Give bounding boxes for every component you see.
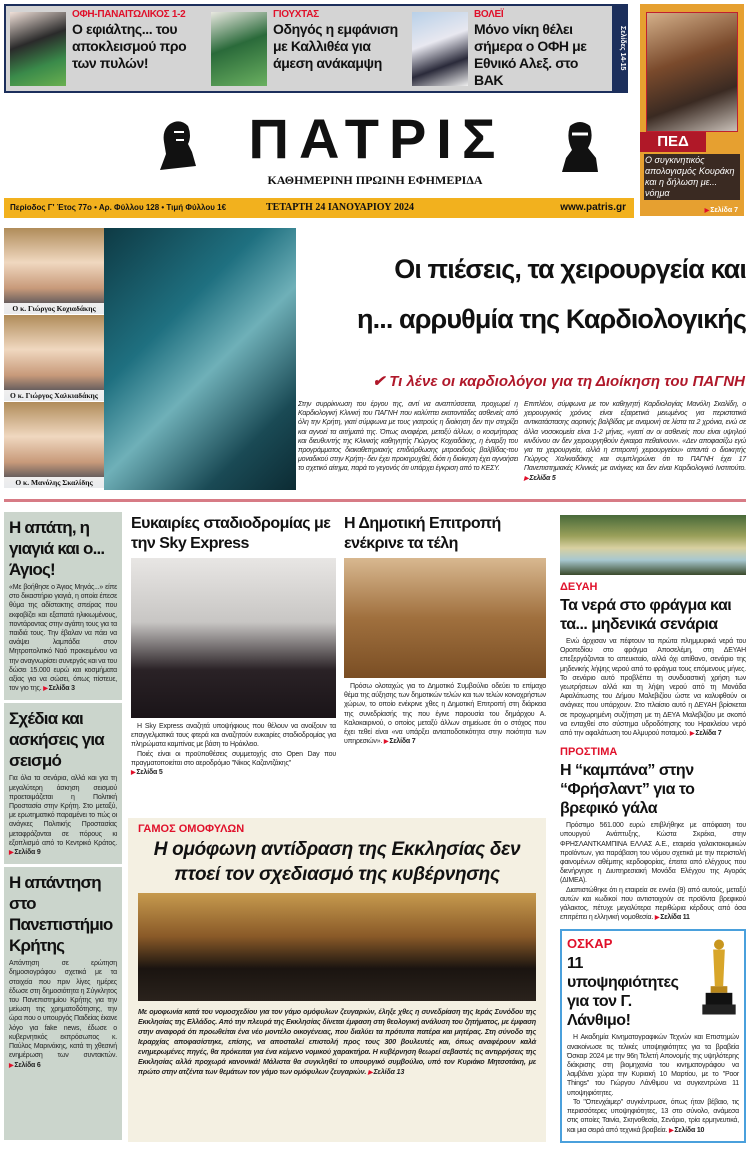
banner-item[interactable] [211,9,409,89]
page-ref[interactable]: ▶ Σελίδα 6 [9,1062,41,1069]
portrait-caption: Ο κ. Γιώργος Κοχιαδάκης [4,303,104,314]
sports-banner[interactable] [4,4,628,93]
story-headline: Ευκαιρίες σταδιοδρομίας με την Sky Express [131,515,331,552]
right-column [560,515,746,1143]
story-body: «Με βοήθησε ο Άγιος Μηνάς...» είπε στο δικαστήριο γιαγιά, η οποία έπεσε θύμα της αδίστακτης σπείρας που εκφοβίζει και εξαπατά ηλικιωμένους, ποντάροντας στην αγάπη τους για τα παιδιά τους. Την έβαλαν να πάει να ανάψει λαμπάδα στον Μητροπολιτικό Ναό προκειμένου να την αναγνωρίσει συνεργός και να του δώσει 15.000 ευρώ και κοσμήματα αξίας για να σώσει, όπως πίστευε, τον γιο της. [9,584,117,693]
issue-info: Περίοδος Γ' Έτος 77ο • Αρ. Φύλλου 128 • Τιμή Φύλλου 1€ [10,203,227,212]
info-bar [4,198,634,218]
section-divider [4,499,746,502]
lead-portraits [4,228,104,490]
holy-synod-photo [138,893,536,1001]
story-headline: Η ομόφωνη αντίδραση της Εκκλησίας δεν πτοεί τον σχεδιασμό της κυβέρνησης [153,839,521,885]
lead-headline-line: Οι πιέσεις, τα χειρουργεία και [394,254,746,284]
fines-story[interactable] [560,745,746,923]
portrait-caption: Ο κ. Γιώργος Χαλκιαδάκης [4,390,104,401]
founder-sketch-left [156,118,200,174]
ped-label: ΠΕΔ [640,132,706,152]
story-body: Απάντηση σε ερώτηση δημοσιογράφου σχετικά με τα στοιχεία που πριν λίγες ημέρες έδωσε στη δημοσιότητα η Σύγκλητος του Πανεπιστημίου Κρήτης για την μείωση της χρηματοδότησης, την ώρα που ο υπουργός Παιδείας έκανε λόγο για fake news, έδωσε ο κυβερνητικός εκπρόσωπος κ. Παύλος Μαρινάκης, κατά τη χθεσινή ενημέρωση των συντακτών. [9,960,117,1060]
website-link[interactable]: www.patris.gr [560,202,626,213]
page-ref[interactable]: ▶ Σελίδα 7 [690,730,722,737]
football-photo [10,12,66,86]
pages-strip: Σελίδες 14-15 [612,6,626,91]
banner-headline: Οδηγός η εμφάνιση με Καλλιθέα για άμεση ανάκαμψη [273,21,398,71]
page-ref[interactable]: ▶ Σελίδα 10 [669,1127,704,1134]
story-headline: 11 υποψηφιότητες για τον Γ. Λάνθιμο! [567,955,679,1030]
story-body [131,722,336,778]
story-headline: Τα νερά στο φράγμα και τα... μηδενικά σενάρια [560,597,732,633]
page-ref[interactable]: ▶ Σελίδα 5 [131,768,336,778]
story-headline: Σχέδια και ασκήσεις για σεισμό [9,709,104,771]
story-paragraph: Διαπιστώθηκε ότι η εταιρεία σε εννέα (9) από αυτούς, μεταξύ αυτών και κωδικοί που αντιστοιχούν σε προϊόντα βρεφικού γάλακτος, πέτυχε μεγαλύτερα περιθώρια κέρδους από όσα επιτρέπει η ελληνική νομοθεσία. [560,886,746,922]
story-kicker: ΠΡΟΣΤΙΜΑ [560,746,618,759]
story-kicker: ΔΕΥΑΗ [560,581,598,593]
story-headline: Η απάντηση στο Πανεπιστήμιο Κρήτης [9,873,113,956]
municipal-story[interactable] [344,514,546,747]
banner-kicker: ΟΦΗ-ΠΑΝΑΙΤΩΛΙΚΟΣ 1-2 [72,9,186,20]
masthead-subtitle: ΚΑΘΗΜΕΡΙΝΗ ΠΡΩΙΝΗ ΕΦΗΜΕΡΙΔΑ [267,173,483,187]
lead-body-text: Επιπλέον, σύμφωνα με τον καθηγητή Καρδιολογίας Μανόλη Σκαλίδη, ο χειρουργικός χρόνος είναι εξαιρετικά μειωμένος για περιστατικά αντικατάστασης αορτικής βαλβίδας με αναμονή σε λίστα τα 2 χρόνια, ενώ σε άλλα νοσοκομεία είναι 1-2 μήνες, «γιατί αν οι ασθενείς που είναι υψηλού κινδύνου αν δεν χειρουργηθούν έγκαιρα πεθαίνουν». «Δεν αποφασίζω εγώ για τα χειρουργεία, αλλά η επιτροπή χειρουργείου» απαντά ο διοικητής Γιώργος Χαλκιαδάκης και συμπληρώνει ότι το ΠΑΓΝΗ έχει 17 Πανεπιστημιακές Κλινικές με ανάγκες και δεν είναι Καρδιολογικό Ινστιτούτο. [524,401,746,473]
page-ref[interactable]: ▶ Σελίδα 11 [655,914,690,921]
volleyball-photo [412,12,468,86]
lead-body-column: Στην συρρίκνωση του έργου της, αντί να αναπτύσσεται, προχωρεί η Καρδιολογική Κλινική του ΠΑΓΝΗ που καλύπτει εκατοντάδες ασθενείς από όλη την Κρήτη, γιατί σύμφωνα με τους γιατρούς η διοίκηση δεν την στηρίζει και αγνοεί τα αιτήματά της. Όπως αναφέρει, μεταξύ άλλων, ο κοσμήτορας και διευθυντής της Κλινικής καθηγητής Γιώργος Κοχιαδάκης, η έναρξη του προγράμματος διακαθετηριακής επιδιόρθωσης μιτροειδούς βαλβίδας-του μοναδικού στην Κρήτη- δεν έχει προκηρυχθεί, διότι η διοίκηση έχει αγνοήσει το σχετικό αίτημα, παρά το γεγονός ότι υπάρχει έγκριση από το ΚΕΣΥ. [298,401,518,473]
story-body [344,682,546,747]
story-paragraph: Η Ακαδημία Κινηματογραφικών Τεχνών και Επιστημών ανακοίνωσε τις τελικές υποψηφιότητες για τα βραβεία Όσκαρ 2024 με την 96η Τελετή Απονομής της υψηλότερης διάκρισης στη βιομηχανία του κινηματογράφου να λαμβάνει χώρα την Κυριακή 10 Μαρτίου, με το "Poor Things" του Γιώργου Λάνθιμου να συγκεντρώνει 11 υποψηφιότητες. [567,1034,739,1097]
page-ref[interactable]: ▶ Σελίδα 7 [384,738,416,745]
story-body [138,1007,536,1078]
story-text: Ενώ άρχισαν να πέφτουν τα πρώτα πλημμυρικά νερά του Οροπεδίου στο φράγμα Αποσελέμη, στη ΔΕΥΑΗ επεξεργάζονται το απευκταίο, αλλά όχι απίθανο, σενάριο της μηδενικής λήψης νερού από το φράγμα τους επόμενους μήνες. Το σενάριο αυτό προβλέπει τη συνδυαστική χρήση των γεωτρήσεων αλλά και τη λήψη νερού από τη Μονάδα Αφαλάτωσης του Δήμου Μαλεβιζίου ώστε να καλυφθούν οι ανάγκες που υπάρχουν. Στο πλαίσιο αυτό η ΔΕΥΑΗ βρίσκεται σε προχωρημένη συζήτηση με τη ΔΕΥΑ Μαλεβιζίου με σκοπό να ενταχθεί στο σύστημα υδροδότησης του Ηρακλείου νερό από την αφαλάτωση του Αλμυρού ποταμού. [560,638,746,738]
council-meeting-photo [344,558,546,678]
oscar-story[interactable] [560,929,746,1142]
speaker-photo [646,12,738,132]
banner-kicker: ΒΟΛΕΪ [474,9,504,20]
left-sidebar [4,512,122,1140]
story-paragraph: Η Sky Express αναζητά υποψήφιους που θέλουν να ανοίξουν τα επαγγελματικά τους φτερά και αναζητούν ευκαιρίες σταδιοδρομίας για πληρώματα καμπίνας με βάση το Ηράκλειο. [131,723,336,749]
portrait [4,402,104,488]
sky-express-story[interactable] [131,514,336,778]
story-paragraph: Το "Οπενχάιμερ" συγκέντρωσε, όπως ήταν βέβαιο, τις περισσότερες υποψηφιότητες, 13 στο σύνολο, ανάμεσα στις οποίες Ταινία, Σκηνοθεσία, Σενάριο, τρία ερμηνευτικά, και μια σειρά από τεχνικά βραβεία. [567,1098,739,1134]
lead-headline-line: η... αρρυθμία της Καρδιολογικής [357,304,746,334]
dam-photo [560,515,746,575]
oscar-statuette-icon [699,936,739,1018]
lead-subheadline: ✔ Τι λένε οι καρδιολόγοι για τη Διοίκηση του ΠΑΓΝΗ [372,373,745,390]
portrait [4,228,104,314]
story-text: Πρόσω ολοταχώς για το Δημοτικό Συμβούλιο οδεύει το επίμαχο θέμα της αύξησης των δημοτικών τελών και των τελών κοινοχρήστων χώρων, το οποίο ενέκρινε χθες η Δημοτική Επιτροπή στη διάρκεια της συνεδρίασής της που έγινε παρουσία του δημάρχου Α. Καλοκαιρινού, ο οποίος μεταξύ άλλων σημείωσε ότι ο στόχος που έχει τεθεί είναι «να υπάρξει ανταποδοτικότητα στην ποιότητα των υπηρεσιών». [344,683,546,746]
page-ref[interactable]: ▶ Σελίδα 3 [43,685,75,692]
portrait-caption: Ο κ. Μανόλης Σκαλίδης [4,477,104,488]
page-ref: ▶ Σελίδα 7 [705,207,738,214]
story-paragraph: Πρόστιμο 561.000 ευρώ επιβλήθηκε με απόφαση του υπουργού Ανάπτυξης, Κώστα Σκρέκα, στην ΦΡΗΣΛΑΝΤΚΑΜΠΙΝΑ ΕΛΛΑΣ Α.Ε., εταιρεία γαλακτοκομικών προϊόντων, για παράβαση του νόμου σχετικά με την περιστολή φαινομένων αθέμιτης κερδοφορίας, έπειτα από ελέγχους που διενήργησε η Διυπηρεσιακή Μονάδα Ελέγχου της Αγοράς (ΔΙΜΕΑ). [560,822,746,885]
sidebar-story[interactable] [4,512,122,703]
deyah-story[interactable] [560,580,746,739]
sidebar-story[interactable] [4,703,122,867]
logo-text: ΠΑΤΡΙΣ [248,107,506,170]
page-ref[interactable]: ▶ Σελίδα 13 [368,1067,404,1076]
banner-headline: Μόνο νίκη θέλει σήμερα ο ΟΦΗ με Εθνικό Αλεξ. στο ΒΑΚ [474,21,587,88]
banner-item[interactable] [412,9,610,89]
banner-headline: Ο εφιάλτης... του αποκλεισμού προ των πυλών! [72,21,187,71]
page-ref[interactable]: ▶ Σελίδα 5 [524,475,556,482]
cabin-crew-photo [131,558,336,718]
newspaper-logo[interactable] [222,107,532,170]
portrait [4,315,104,401]
ped-teaser[interactable] [640,4,744,216]
page-ref[interactable]: ▶ Σελίδα 9 [9,849,41,856]
founder-sketch-right [558,118,602,174]
ped-caption: Ο συγκινητικός απολογισμός Κουράκη και η δήλωση με... νόημα [644,154,740,200]
story-headline: Η απάτη, η γιαγιά και ο... Άγιος! [9,518,105,579]
issue-date: ΤΕΤΑΡΤΗ 24 ΙΑΝΟΥΑΡΙΟΥ 2024 [266,202,415,213]
story-paragraph: Ποιές είναι οι προϋποθέσεις συμμετοχής στο Open Day που πραγματοποιείται στο αεροδρόμιο "Νίκος Καζαντζάκης" [131,750,336,767]
banner-kicker: ΓΙΟΥΧΤΑΣ [273,9,319,20]
story-text: Με ομοφωνία κατά του νομοσχεδίου για τον γάμο ομόφυλων ζευγαριών, έληξε χθες η συνεδρίαση της Ιεράς Συνόδου της Εκκλησίας της Ελλάδος. Από την πλευρά της Εκκλησίας δίνεται έμφαση στη θεολογική ανάλυση του ζητήματος, με έμφαση στην αναφορά ότι προωθείται ένα νέο μοντέλο οικογένειας, που διαλύει τα πρότυπα πατέρα και μητέρας. Στη σύνοδο της Ιεραρχίας αποφασίστηκε, επίσης, να αποσταλεί επιστολή προς τους 300 βουλευτές και, όπως αναφέρουν καλά ενημερωμένες πηγές, θα πρόκειται για ένα κείμενο νομικού χαρακτήρα. Η κυβέρνηση θεωρεί σεβαστές τις αντιρρήσεις της Εκκλησίας αλλά προχωρά κανονικά! Μάλιστα θα συγκληθεί το υπουργικό συμβούλιο, υπό τον Κυριάκο Μητσοτάκη, με πρώτο στην ατζέντα των θεμάτων τον γάμο των ομόφυλων ζευγαριών. [138,1007,536,1076]
story-kicker: ΟΣΚΑΡ [567,936,613,952]
banner-item[interactable] [10,9,208,89]
story-body: Για όλα τα σενάρια, αλλά και για τη μεγαλύτερη άσκηση σεισμού προετοιμάζεται η Πολιτική Προστασία στην Κρήτη. Στο μεταξύ, με ερωτηματικό παραμένει το πώς οι ανάγκες Πολιτικής Προστασίας μεταφράζονται σε πόρους κι εξοπλισμό από το Κεντρικό Κράτος. [9,775,117,847]
sidebar-story[interactable] [4,867,122,1076]
lead-body-column [524,400,746,484]
story-kicker: ΓΑΜΟΣ ΟΜΟΦΥΛΩΝ [138,823,245,835]
surgery-photo [104,228,296,490]
same-sex-marriage-story[interactable] [128,818,546,1142]
football-photo [211,12,267,86]
story-headline: Η “καμπάνα” στην “Φρήσλαντ” για το βρεφικό γάλα [560,762,695,818]
story-headline: Η Δημοτική Επιτροπή ενέκρινε τα τέλη [344,515,501,552]
lead-headline[interactable] [296,244,746,344]
